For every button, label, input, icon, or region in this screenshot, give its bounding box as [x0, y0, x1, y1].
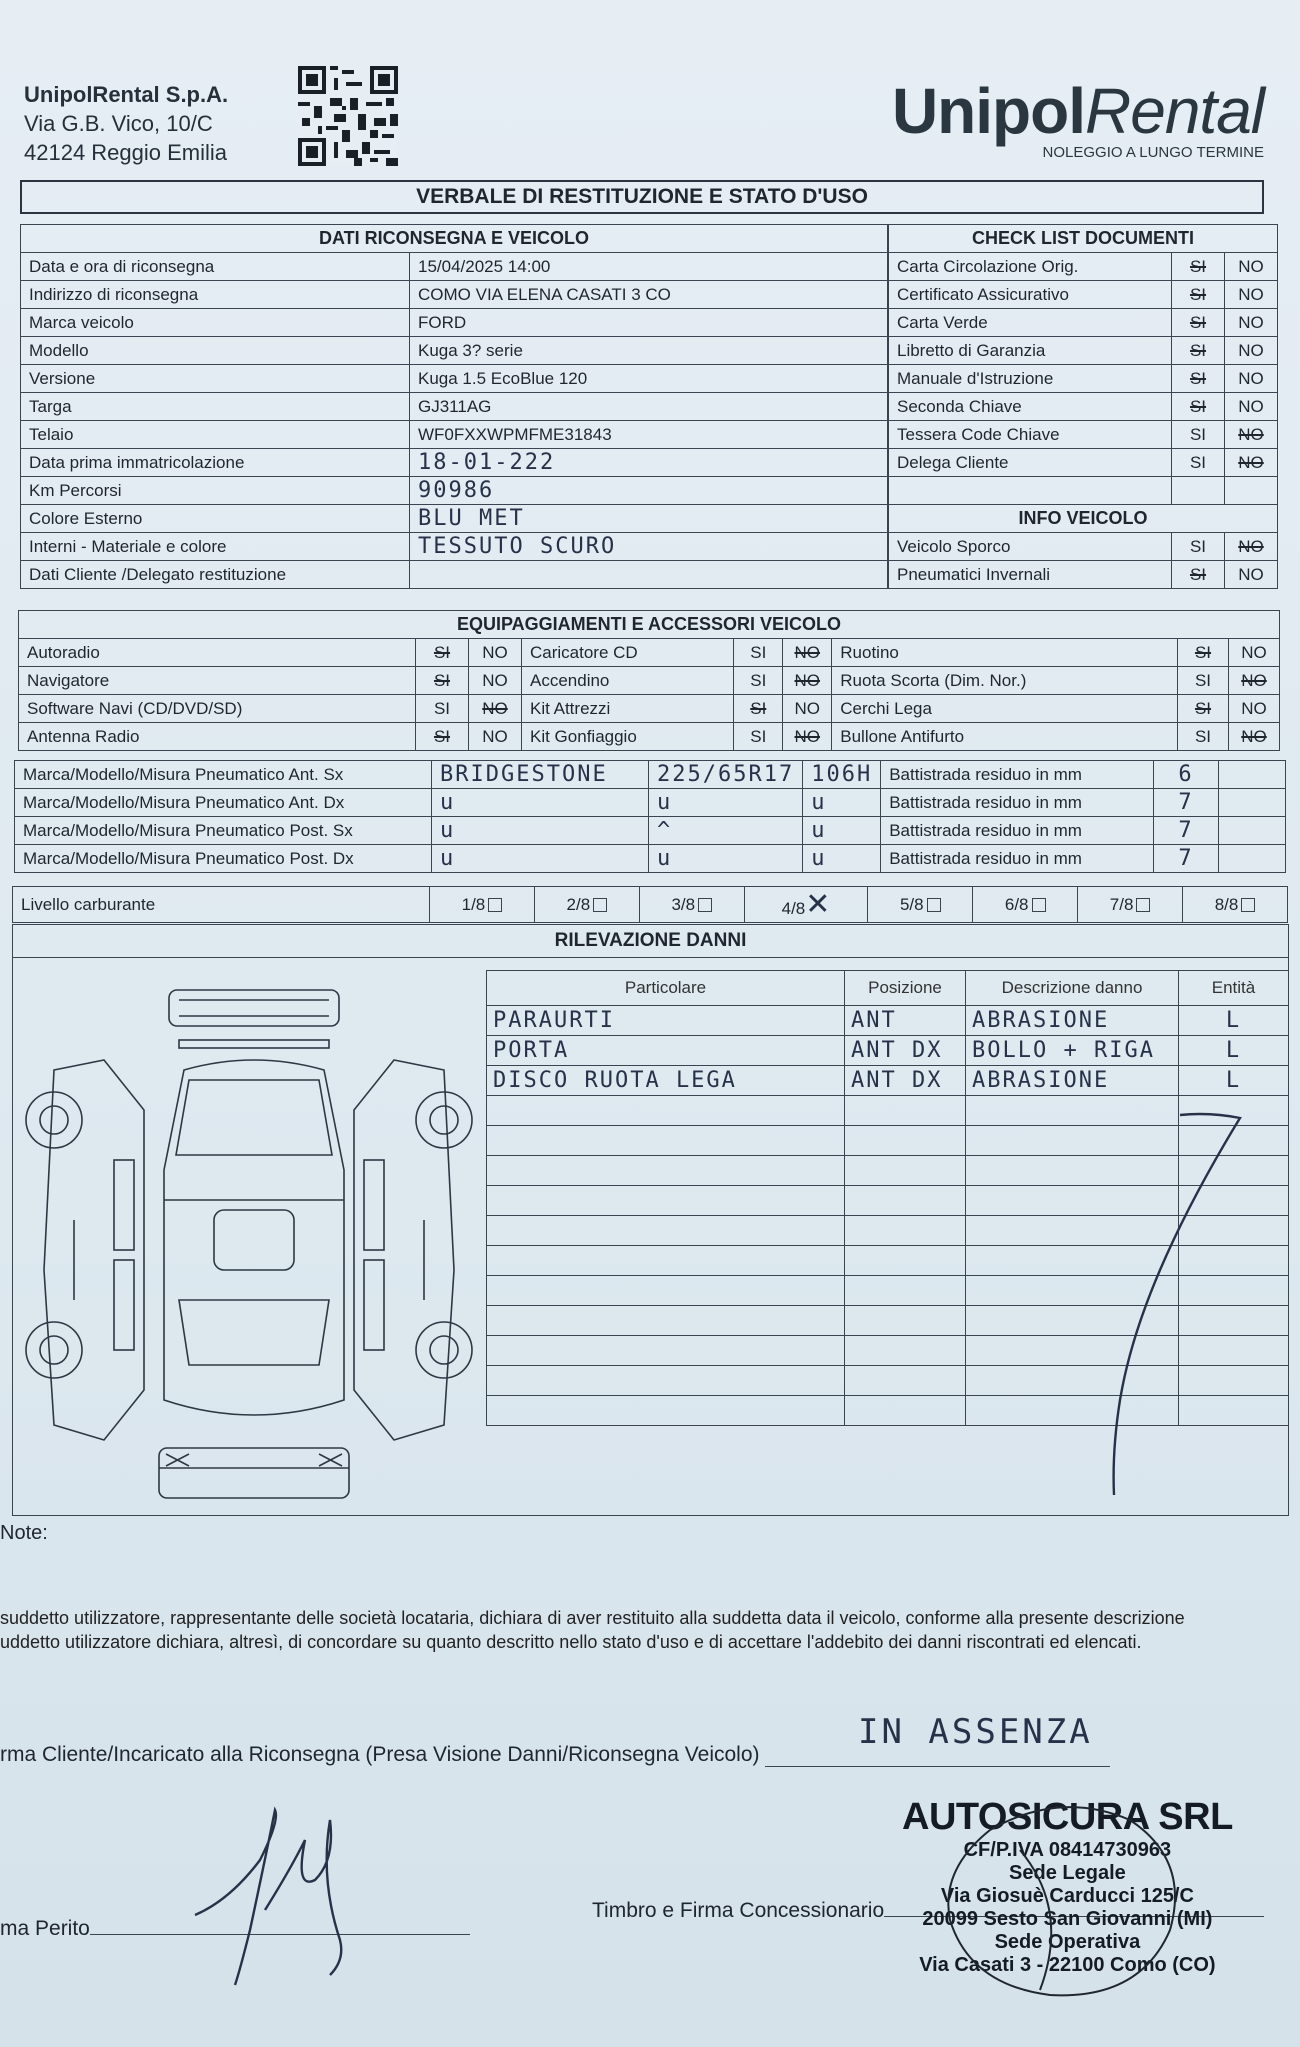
fuel-checkbox [698, 898, 712, 912]
table-row: Km Percorsi 90986 [21, 477, 888, 505]
company-address-line2: 42124 Reggio Emilia [24, 140, 228, 165]
carburante-table [12, 886, 1288, 923]
document-title: VERBALE DI RESTITUZIONE E STATO D'USO [20, 180, 1264, 214]
fuel-checkbox [1136, 898, 1150, 912]
table-row: Marca/Modello/Misura Pneumatico Ant. Sx BRIDGESTONE 225/65R17 106H Battistrada residuo in mm 6 [15, 761, 1286, 789]
table-row: Certificato Assicurativo SI NO [889, 281, 1278, 309]
handwritten-value: 18-01-222 [410, 449, 888, 477]
table-row: Data e ora di riconsegna 15/04/2025 14:00 [21, 253, 888, 281]
fuel-checkbox [593, 898, 607, 912]
handwritten-value: TESSUTO SCURO [410, 533, 888, 561]
table-row: Pneumatici Invernali SI NO [889, 561, 1278, 589]
fuel-checkbox-marked: ✕ [805, 887, 831, 922]
timbro-concessionario: Timbro e Firma Concessionario [592, 1898, 1264, 1923]
table-row: Navigatore SI NO Accendino SI NO Ruota Scorta (Dim. Nor.) SI NO [19, 667, 1280, 695]
table-row: Marca veicolo FORD [21, 309, 888, 337]
handwritten-value: 90986 [410, 477, 888, 505]
table-row: Marca/Modello/Misura Pneumatico Ant. Dx u u u Battistrada residuo in mm 7 [15, 789, 1286, 817]
stamp-name: AUTOSICURA SRL [902, 1796, 1233, 1838]
table-row: Marca/Modello/Misura Pneumatico Post. Sx u ^ u Battistrada residuo in mm 7 [15, 817, 1286, 845]
fuel-row: Livello carburante 1/8 2/8 3/8 4/8✕ 5/8 6/8 7/8 8/8 [13, 887, 1288, 923]
col-entita: Entità [1179, 971, 1289, 1006]
crossout-stroke-icon [1100, 1110, 1250, 1500]
info-veicolo-header: INFO VEICOLO [889, 505, 1278, 533]
dati-header: DATI RICONSEGNA E VEICOLO [21, 225, 888, 253]
firma-perito: ma Perito [0, 1916, 470, 1941]
table-row: Manuale d'Istruzione SI NO [889, 365, 1278, 393]
col-descrizione: Descrizione danno [966, 971, 1179, 1006]
firma-cliente-value: IN ASSENZA [858, 1712, 1093, 1752]
firma-cliente: rma Cliente/Incaricato alla Riconsegna (Presa Visione Danni/Riconsegna Veicolo) [0, 1743, 1110, 1767]
qr-code-icon [298, 66, 398, 166]
logo-tagline: NOLEGGIO A LUNGO TERMINE [1042, 144, 1264, 161]
fuel-checkbox [488, 898, 502, 912]
fuel-checkbox [927, 898, 941, 912]
table-row: Versione Kuga 1.5 EcoBlue 120 [21, 365, 888, 393]
table-row: Modello Kuga 3? serie [21, 337, 888, 365]
col-particolare: Particolare [487, 971, 845, 1006]
stamp-signature-icon [930, 1790, 1200, 2010]
table-row: Data prima immatricolazione 18-01-222 [21, 449, 888, 477]
table-row: Libretto di Garanzia SI NO [889, 337, 1278, 365]
table-row: PORTA ANT DX BOLLO + RIGA L [487, 1036, 1289, 1066]
handwritten-value: BLU MET [410, 505, 888, 533]
table-row: Seconda Chiave SI NO [889, 393, 1278, 421]
col-posizione: Posizione [845, 971, 966, 1006]
table-row: DISCO RUOTA LEGA ANT DX ABRASIONE L [487, 1066, 1289, 1096]
fuel-checkbox [1032, 898, 1046, 912]
table-row: Carta Verde SI NO [889, 309, 1278, 337]
dati-riconsegna-table [20, 224, 888, 589]
table-row: Tessera Code Chiave SI NO [889, 421, 1278, 449]
car-diagram-icon [14, 970, 484, 1514]
table-row: Colore Esterno BLU MET [21, 505, 888, 533]
table-row: Telaio WF0FXXWPMFME31843 [21, 421, 888, 449]
table-row: Targa GJ311AG [21, 393, 888, 421]
table-row: PARAURTI ANT ABRASIONE L [487, 1006, 1289, 1036]
table-row: Delega Cliente SI NO [889, 449, 1278, 477]
damage-header: RILEVAZIONE DANNI [13, 925, 1288, 958]
table-row: Autoradio SI NO Caricatore CD SI NO Ruotino SI NO [19, 639, 1280, 667]
equip-header: EQUIPAGGIAMENTI E ACCESSORI VEICOLO [19, 611, 1280, 639]
declaration-text: suddetto utilizzatore, rappresentante delle società locataria, dichiara di aver restituito alla suddetta data il veicolo, conforme alla presente descrizione uddetto utilizzatore dichiara, altresì, di concordare su quanto descritto nello stato d'uso e di accettare l'addebito dei danni riscontrati ed elencati. [0, 1608, 1185, 1652]
unipolrental-logo: UnipolRental NOLEGGIO A LUNGO TERMINE [891, 75, 1264, 161]
equipaggiamenti-table [18, 610, 1280, 751]
pneumatici-table [14, 760, 1286, 873]
notes-label: Note: [0, 1522, 48, 1544]
table-row: Interni - Materiale e colore TESSUTO SCURO [21, 533, 888, 561]
table-row: Veicolo Sporco SI NO [889, 533, 1278, 561]
table-row: Antenna Radio SI NO Kit Gonfiaggio SI NO Bullone Antifurto SI NO [19, 723, 1280, 751]
company-address-line1: Via G.B. Vico, 10/C [24, 111, 213, 136]
signature-icon [190, 1800, 360, 1990]
table-row: Carta Circolazione Orig. SI NO [889, 253, 1278, 281]
company-address [24, 80, 228, 167]
dealer-stamp: AUTOSICURA SRL CF/P.IVA 08414730963 Sede Legale Via Giosuè Carducci 125/C 20099 Sesto San Giovanni (MI) Sede Operativa Via Casati 3 - 22100 Como (CO) [902, 1796, 1233, 1976]
fuel-checkbox [1241, 898, 1255, 912]
table-row: Software Navi (CD/DVD/SD) SI NO Kit Attrezzi SI NO Cerchi Lega SI NO [19, 695, 1280, 723]
table-row: Dati Cliente /Delegato restituzione [21, 561, 888, 589]
company-name: UnipolRental S.p.A. [24, 82, 229, 107]
table-row: Marca/Modello/Misura Pneumatico Post. Dx u u u Battistrada residuo in mm 7 [15, 845, 1286, 873]
checklist-table [888, 224, 1278, 589]
checklist-header: CHECK LIST DOCUMENTI [889, 225, 1278, 253]
fuel-label: Livello carburante [13, 887, 430, 923]
table-row: Indirizzo di riconsegna COMO VIA ELENA CASATI 3 CO [21, 281, 888, 309]
